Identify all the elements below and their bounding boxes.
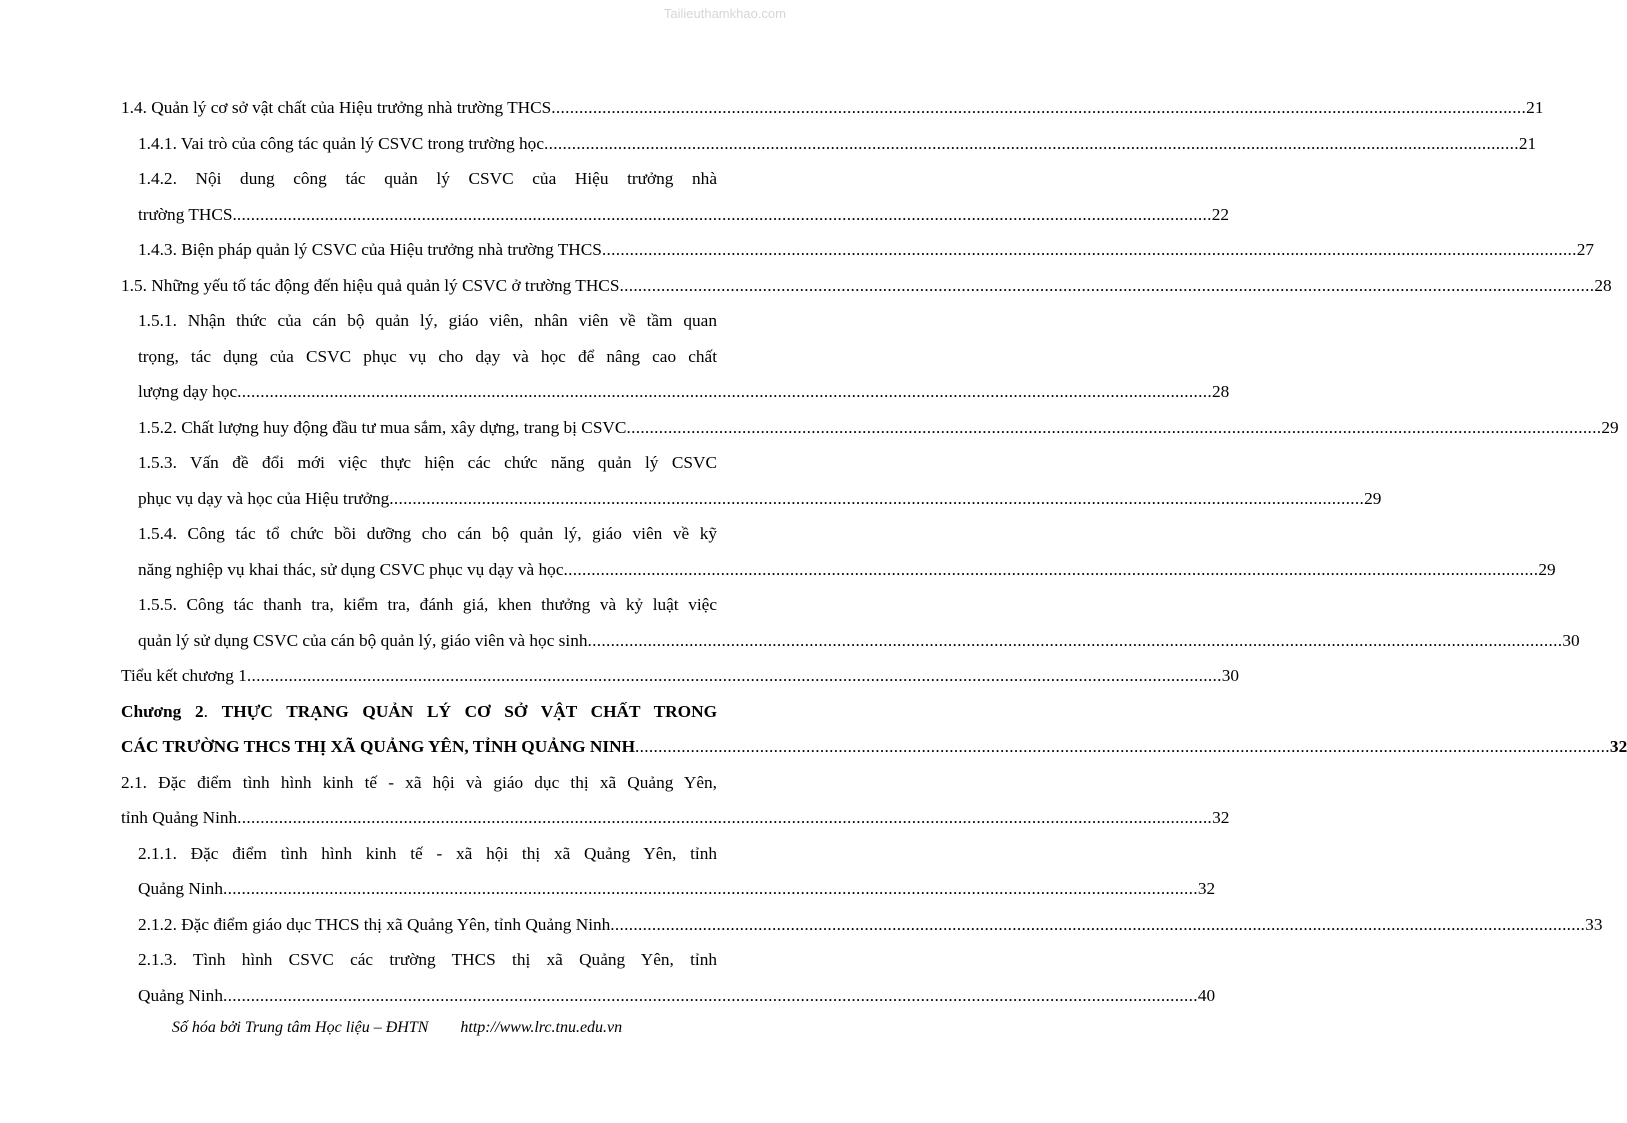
toc-entry-1-4[interactable]: [121, 90, 1544, 126]
toc-title-line: 2.1.1. Đặc điểm tình hình kinh tế - xã hội thị xã Quảng Yên, tỉnh: [138, 843, 717, 863]
toc-page: 33: [1585, 914, 1603, 934]
toc-title: 2.1.2. Đặc điểm giáo dục THCS thị xã Quảng Yên, tỉnh Quảng Ninh: [138, 914, 611, 934]
toc-title-line: 1.5.3. Vấn đề đổi mới việc thực hiện các chức năng quản lý CSVC: [138, 453, 717, 472]
footer-url[interactable]: http://www.lrc.tnu.edu.vn: [460, 1019, 623, 1036]
toc-title: 1.4.3. Biện pháp quản lý CSVC của Hiệu trưởng nhà trường THCS: [138, 240, 602, 259]
dot-leader: [247, 658, 1222, 694]
dot-leader: [564, 552, 1539, 588]
page-footer: [0, 1019, 794, 1037]
toc-page: 28: [1212, 382, 1230, 401]
toc-title-line: quản lý sử dụng CSVC của cán bộ quản lý, giáo viên và học sinh: [138, 630, 588, 650]
toc-page: 21: [1526, 98, 1544, 117]
dot-leader: [610, 907, 1585, 943]
toc-entry-1-4-2[interactable]: [121, 161, 1230, 232]
toc-title: 1.4. Quản lý cơ sở vật chất của Hiệu trưởng nhà trường THCS: [121, 98, 552, 117]
toc-entry-2-1-2[interactable]: [121, 907, 1603, 943]
dot-leader: [237, 197, 1212, 233]
dot-leader: [223, 978, 1198, 1014]
toc-title-line: 1.5.1. Nhận thức của cán bộ quản lý, giáo viên, nhân viên về tầm quan: [138, 311, 717, 330]
toc-title-line: 1.4.2. Nội dung công tác quản lý CSVC của Hiệu trưởng nhà: [138, 169, 717, 188]
toc-title: 1.5.2. Chất lượng huy động đầu tư mua sắm, xây dựng, trang bị CSVC: [138, 417, 627, 437]
toc-page: 29: [1538, 559, 1556, 579]
toc-title-line: trọng, tác dụng của CSVC phục vụ cho dạy và học để nâng cao chất: [138, 346, 717, 366]
toc-page: 40: [1197, 985, 1216, 1005]
dot-leader: [588, 623, 1563, 659]
toc-entry-1-5-5[interactable]: [121, 587, 1580, 658]
dot-leader: [602, 232, 1577, 268]
toc-page: 29: [1601, 417, 1619, 437]
dot-leader: [635, 729, 1610, 765]
footer-digitized-by: Số hóa bởi Trung tâm Học liệu – ĐHTN: [171, 1019, 429, 1036]
toc-title-line: lượng dạy học: [138, 382, 238, 401]
toc-title: Tiểu kết chương 1: [121, 666, 247, 685]
dot-leader: [551, 90, 1526, 126]
toc-title-line: 2.1.3. Tình hình CSVC các trường THCS thị xã Quảng Yên, tỉnh: [138, 950, 717, 969]
toc-entry-chapter-1-summary[interactable]: [121, 658, 1240, 694]
toc-title-line: 2.1. Đặc điểm tình hình kinh tế - xã hội và giáo dục thị xã Quảng Yên,: [121, 772, 717, 792]
toc-title-line: CÁC TRƯỜNG THCS THỊ XÃ QUẢNG YÊN, TỈNH QUẢNG NINH: [121, 737, 636, 756]
toc-entry-2-1-3[interactable]: [121, 942, 1216, 1013]
toc-title-line: THỰC TRẠNG QUẢN LÝ CƠ SỞ VẬT CHẤT TRONG: [221, 701, 718, 721]
toc-page: 27: [1576, 240, 1595, 259]
dot-leader: [237, 374, 1212, 410]
toc-title-line: năng nghiệp vụ khai thác, sử dụng CSVC phục vụ dạy và học: [138, 559, 564, 579]
toc-title-line: 1.5.5. Công tác thanh tra, kiểm tra, đánh giá, khen thưởng và kỷ luật việc: [138, 595, 717, 614]
toc-page: 32: [1197, 879, 1216, 898]
toc-entry-2-1[interactable]: [121, 765, 1230, 836]
toc-title-line: Quảng Ninh: [138, 879, 223, 898]
toc-entry-1-5-3[interactable]: [121, 445, 1382, 516]
chapter-separator: .: [203, 701, 222, 721]
toc-title-line: 1.5.4. Công tác tổ chức bồi dưỡng cho cán bộ quản lý, giáo viên về kỹ: [138, 524, 717, 543]
dot-leader: [619, 268, 1594, 304]
toc-title-line: trường THCS.: [138, 204, 237, 224]
toc-title: 1.5. Những yếu tố tác động đến hiệu quả quản lý CSVC ở trường THCS: [121, 275, 620, 295]
dot-leader: [223, 871, 1198, 907]
toc-entry-1-5-1[interactable]: [121, 303, 1230, 410]
chapter-label: Chương 2: [121, 701, 204, 721]
toc-page: 30: [1221, 666, 1240, 685]
toc-title: 1.4.1. Vai trò của công tác quản lý CSVC trong trường học: [138, 133, 544, 153]
toc-title-line: phục vụ dạy và học của Hiệu trưởng: [138, 488, 390, 508]
toc-entry-1-5-2[interactable]: [121, 410, 1619, 446]
toc-page: 32: [1212, 808, 1230, 827]
toc-page: 29: [1364, 488, 1382, 508]
toc-page: 28: [1594, 275, 1612, 295]
dot-leader: [626, 410, 1601, 446]
toc-entry-2-1-1[interactable]: [121, 836, 1216, 907]
toc-title-line: Quảng Ninh: [138, 985, 223, 1005]
toc-entry-1-5-4[interactable]: [121, 516, 1556, 587]
table-of-contents: [121, 90, 1627, 1013]
toc-entry-1-4-3[interactable]: [121, 232, 1595, 268]
toc-entry-chapter-2[interactable]: [121, 694, 1627, 765]
toc-entry-1-5[interactable]: [121, 268, 1612, 304]
dot-leader: [389, 481, 1364, 517]
dot-leader: [237, 800, 1212, 836]
watermark-text: Tailieuthamkhao.com: [663, 6, 786, 21]
toc-page: 32: [1609, 737, 1627, 756]
toc-title-line: tỉnh Quảng Ninh: [121, 808, 238, 827]
toc-entry-1-4-1[interactable]: [121, 126, 1537, 162]
toc-page: 30: [1562, 630, 1580, 650]
dot-leader: [544, 126, 1519, 162]
toc-page: 21: [1518, 133, 1537, 153]
toc-page: 22: [1211, 204, 1230, 224]
